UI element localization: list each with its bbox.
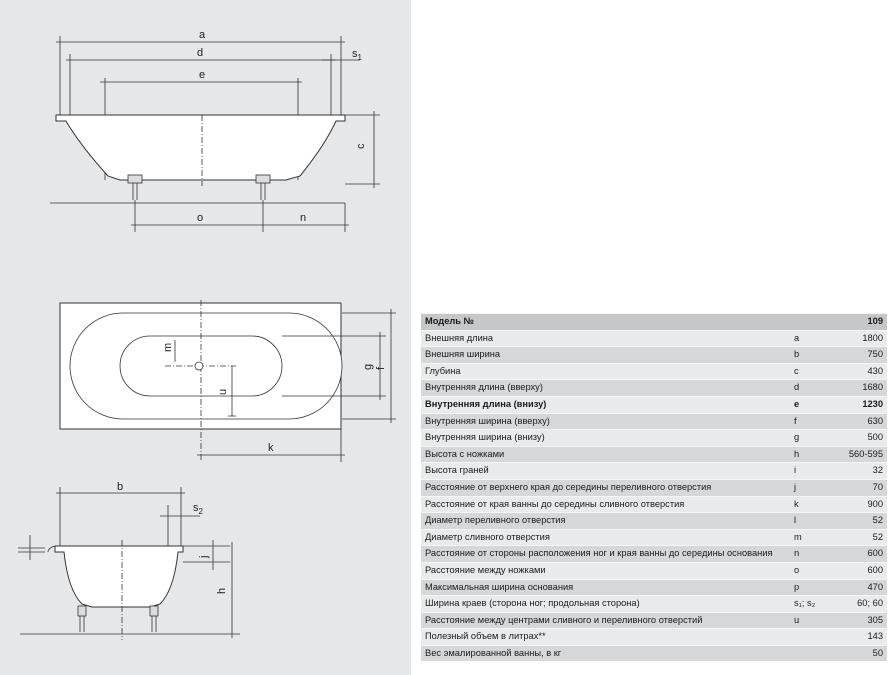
param-symbol: f [790,413,834,430]
param-value: 750 [834,347,887,364]
param-value: 50 [834,645,887,661]
table-row [421,380,887,397]
param-symbol [790,629,834,646]
param-name: Расстояние между центрами сливного и переливного отверстий [421,612,790,629]
dim-label-n: n [300,212,307,224]
param-name: Внутренняя ширина (вверху) [421,413,790,430]
param-value: 1680 [834,380,887,397]
param-name: Внешняя ширина [421,347,790,364]
table-row [421,430,887,447]
table-row [421,612,887,629]
dim-label-h: h [216,587,228,594]
end-view [18,487,240,640]
dim-label-k: k [268,442,274,454]
table-row [421,546,887,563]
param-value: 305 [834,612,887,629]
table-row [421,579,887,596]
param-symbol: u [790,612,834,629]
table-row [421,496,887,513]
table-header-row [421,314,887,331]
table-row [421,347,887,364]
param-value: 52 [834,513,887,530]
dim-label-o: o [197,212,204,224]
dim-label-s2: $s_2$ [193,502,203,516]
param-symbol: h [790,446,834,463]
param-symbol: d [790,380,834,397]
dim-label-d: d [197,47,204,59]
header-model-number: 109 [834,314,887,331]
table-row [421,529,887,546]
param-value: 60; 60 [834,596,887,613]
table-row [421,645,887,661]
top-view [60,300,396,462]
param-symbol: n [790,546,834,563]
param-value: 500 [834,430,887,447]
dim-label-m: m [162,342,174,352]
param-name: Расстояние от стороны расположения ног и края ванны до середины основания [421,546,790,563]
param-symbol: c [790,363,834,380]
dim-label-e: e [199,69,206,81]
param-value: 430 [834,363,887,380]
param-value: 52 [834,529,887,546]
param-symbol: p [790,579,834,596]
param-name: Внешняя длина [421,330,790,347]
param-name: Глубина [421,363,790,380]
param-name: Расстояние от края ванны до середины сливного отверстия [421,496,790,513]
technical-drawing-panel [0,0,411,675]
param-name: Высота граней [421,463,790,480]
table-row [421,330,887,347]
table-row [421,413,887,430]
param-symbol: s₁; s₂ [790,596,834,613]
param-value: 70 [834,479,887,496]
dim-label-b: b [117,481,124,493]
dim-label-j: j [198,555,210,558]
dim-label-a: a [199,29,206,41]
param-value: 900 [834,496,887,513]
dim-label-c: c [355,143,367,149]
param-symbol: a [790,330,834,347]
param-name: Вес эмалированной ванны, в кг [421,645,790,661]
param-symbol: i [790,463,834,480]
param-name: Полезный объем в литрах** [421,629,790,646]
specification-table-body [421,314,887,662]
param-symbol [790,645,834,661]
param-symbol: b [790,347,834,364]
table-row [421,446,887,463]
param-name: Расстояние между ножками [421,562,790,579]
param-value: 630 [834,413,887,430]
specification-table [421,313,887,661]
header-symbol [790,314,834,331]
param-symbol: l [790,513,834,530]
param-symbol: j [790,479,834,496]
param-name: Внутренняя ширина (внизу) [421,430,790,447]
table-row [421,396,887,413]
table-row [421,479,887,496]
param-value: 1230 [834,396,887,413]
param-value: 1800 [834,330,887,347]
table-row [421,562,887,579]
param-value: 600 [834,562,887,579]
param-value: 470 [834,579,887,596]
side-view [50,36,380,232]
param-symbol: o [790,562,834,579]
dim-label-u: u [217,388,229,395]
table-row [421,513,887,530]
dim-label-g: g [362,363,374,370]
dim-label-f: f [375,366,387,370]
table-row [421,463,887,480]
table-row [421,363,887,380]
param-name: Диаметр сливного отверстия [421,529,790,546]
table-row [421,596,887,613]
param-symbol: k [790,496,834,513]
dim-label-s1: $s_1$ [352,48,362,62]
param-name: Внутренняя длина (внизу) [421,396,790,413]
param-name: Максимальная ширина основания [421,579,790,596]
param-name: Расстояние от верхнего края до середины переливного отверстия [421,479,790,496]
param-symbol: m [790,529,834,546]
param-name: Высота с ножками [421,446,790,463]
param-symbol: g [790,430,834,447]
param-value: 143 [834,629,887,646]
param-name: Ширина краев (сторона ног; продольная сторона) [421,596,790,613]
bathtub-dimension-drawing [0,0,411,675]
param-value: 560-595 [834,446,887,463]
param-value: 32 [834,463,887,480]
param-symbol: e [790,396,834,413]
param-name: Внутренняя длина (вверху) [421,380,790,397]
table-row [421,629,887,646]
header-model-label: Модель № [421,314,790,331]
param-name: Диаметр переливного отверстия [421,513,790,530]
param-value: 600 [834,546,887,563]
